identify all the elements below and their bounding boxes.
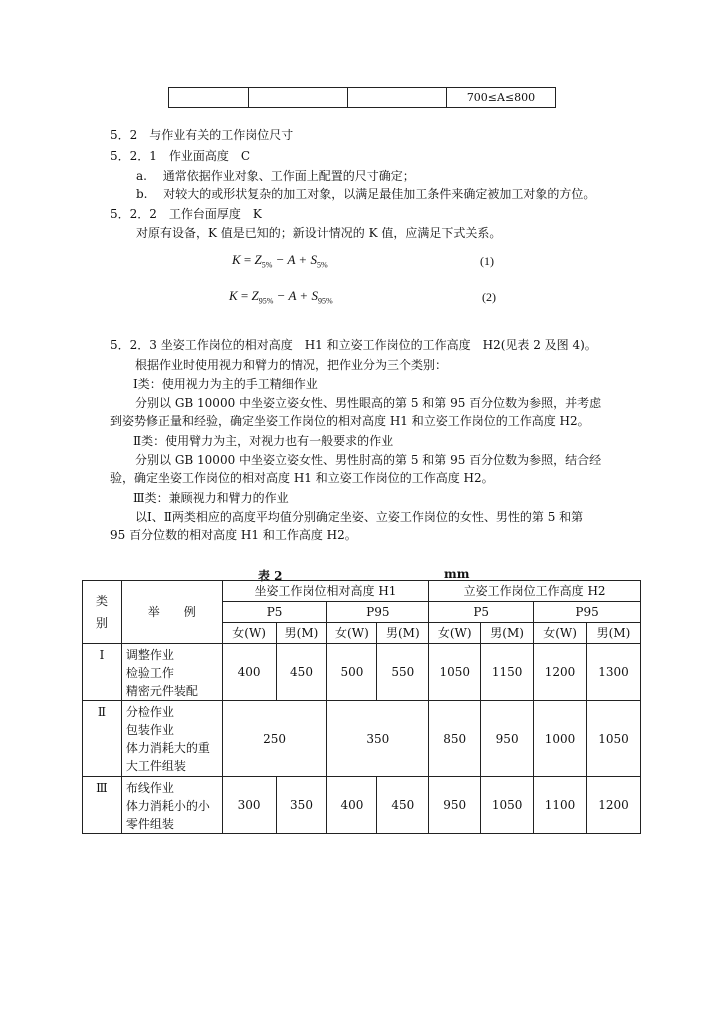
paragraph: a. 通常依据作业对象、工作面上配置的尺寸确定； xyxy=(136,169,415,183)
example-item: 分检作业 xyxy=(125,705,174,719)
value-cell: 1000 xyxy=(534,701,587,777)
example-item: 大工件组装 xyxy=(125,759,186,773)
section-heading: 5．2 与作业有关的工作岗位尺寸 xyxy=(110,128,294,142)
value-cell: 500 xyxy=(327,644,377,701)
section-heading: 5．2．1 作业面高度 C xyxy=(110,149,251,163)
header-p5: P5 xyxy=(222,602,327,623)
example-cell xyxy=(121,777,222,834)
value-cell: 400 xyxy=(222,644,276,701)
equation-number: (2) xyxy=(482,290,496,304)
table-row xyxy=(83,701,641,777)
example-item: 布线作业 xyxy=(125,781,174,795)
value-cell: 350 xyxy=(327,701,429,777)
example-item: 检验工作 xyxy=(125,666,174,680)
value-cell: 550 xyxy=(377,644,429,701)
paragraph: 对原有设备，K 值是已知的；新设计情况的 K 值，应满足下式关系。 xyxy=(136,226,502,240)
paragraph: 95 百分位数的相对高度 H1 和工作高度 H2。 xyxy=(110,528,357,542)
header-male: 男(M) xyxy=(377,623,429,644)
section-heading: 5．2．3 坐姿工作岗位的相对高度 H1 和立姿工作岗位的工作高度 H2(见表 2 及图 4)。 xyxy=(110,338,597,352)
header-female: 女(W) xyxy=(327,623,377,644)
table-cell xyxy=(249,88,348,108)
equation-number: (1) xyxy=(480,254,494,268)
example-item: 零件组装 xyxy=(125,817,174,831)
category-cell: Ⅰ xyxy=(83,644,122,701)
example-item: 调整作业 xyxy=(125,648,174,662)
table-row xyxy=(83,777,641,834)
header-p95: P95 xyxy=(327,602,429,623)
value-cell: 450 xyxy=(377,777,429,834)
class-heading: Ⅰ类：使用视力为主的手工精细作业 xyxy=(133,377,318,391)
table-unit: mm xyxy=(444,567,470,581)
example-cell xyxy=(121,644,222,701)
example-item: 体力消耗小的小 xyxy=(125,799,210,813)
value-cell: 450 xyxy=(276,644,327,701)
table-cell xyxy=(348,88,447,108)
value-cell: 950 xyxy=(429,777,481,834)
value-cell: 1150 xyxy=(481,644,534,701)
value-cell: 1100 xyxy=(534,777,587,834)
header-female: 女(W) xyxy=(222,623,276,644)
example-item: 精密元件装配 xyxy=(125,684,198,698)
header-female: 女(W) xyxy=(534,623,587,644)
paragraph: 以Ⅰ、Ⅱ两类相应的高度平均值分别确定坐姿、立姿工作岗位的女性、男性的第 5 和第 xyxy=(135,510,584,524)
class-heading: Ⅲ类：兼顾视力和臂力的作业 xyxy=(133,491,289,505)
value-cell: 1200 xyxy=(587,777,641,834)
paragraph: 验，确定坐姿工作岗位的相对高度 H1 和立姿工作岗位的工作高度 H2。 xyxy=(110,471,494,485)
category-cell: Ⅲ xyxy=(83,777,122,834)
paragraph: 到姿势修正量和经验，确定坐姿工作岗位的相对高度 H1 和立姿工作岗位的工作高度 H2。 xyxy=(110,414,590,428)
header-category: 类 别 xyxy=(83,581,122,644)
value-cell: 950 xyxy=(481,701,534,777)
value-cell: 1050 xyxy=(481,777,534,834)
paragraph: b. 对较大的或形状复杂的加工对象，以满足最佳加工条件来确定被加工对象的方位。 xyxy=(136,187,596,201)
value-cell: 1200 xyxy=(534,644,587,701)
example-item: 体力消耗大的重 xyxy=(125,741,210,755)
value-cell: 1300 xyxy=(587,644,641,701)
header-standing: 立姿工作岗位工作高度 H2 xyxy=(429,581,641,602)
value-cell: 850 xyxy=(429,701,481,777)
class-heading: Ⅱ类：使用臂力为主，对视力也有一般要求的作业 xyxy=(133,434,394,448)
paragraph: 分别以 GB 10000 中坐姿立姿女性、男性肘高的第 5 和第 95 百分位数为参照，结合经 xyxy=(135,453,602,467)
header-p95: P95 xyxy=(534,602,641,623)
table-cell: 700≤A≤800 xyxy=(447,88,556,108)
header-female: 女(W) xyxy=(429,623,481,644)
value-cell: 1050 xyxy=(429,644,481,701)
value-cell: 1050 xyxy=(587,701,641,777)
example-item: 包装作业 xyxy=(125,723,174,737)
value-cell: 350 xyxy=(276,777,327,834)
section-heading: 5．2．2 工作台面厚度 K xyxy=(110,207,262,221)
header-male: 男(M) xyxy=(587,623,641,644)
value-cell: 250 xyxy=(222,701,327,777)
table-caption: 表 2 xyxy=(258,569,283,583)
table-cell xyxy=(169,88,249,108)
example-cell xyxy=(121,701,222,777)
paragraph: 分别以 GB 10000 中坐姿立姿女性、男性眼高的第 5 和第 95 百分位数为参照，并考虑 xyxy=(135,396,602,410)
header-sitting: 坐姿工作岗位相对高度 H1 xyxy=(222,581,429,602)
category-cell: Ⅱ xyxy=(83,701,122,777)
formula-2: $K = Z_{95\%} - A + S_{95\%}$ xyxy=(229,288,333,306)
header-male: 男(M) xyxy=(276,623,327,644)
formula-1: $K = Z_{5\%} - A + S_{5\%}$ xyxy=(232,252,328,270)
height-table xyxy=(82,580,641,834)
table-row xyxy=(83,644,641,701)
previous-table-fragment xyxy=(168,87,556,108)
header-male: 男(M) xyxy=(481,623,534,644)
value-cell: 400 xyxy=(327,777,377,834)
value-cell: 300 xyxy=(222,777,276,834)
paragraph: 根据作业时使用视力和臂力的情况，把作业分为三个类别： xyxy=(135,358,448,372)
header-p5: P5 xyxy=(429,602,534,623)
header-example: 举 例 xyxy=(121,581,222,644)
